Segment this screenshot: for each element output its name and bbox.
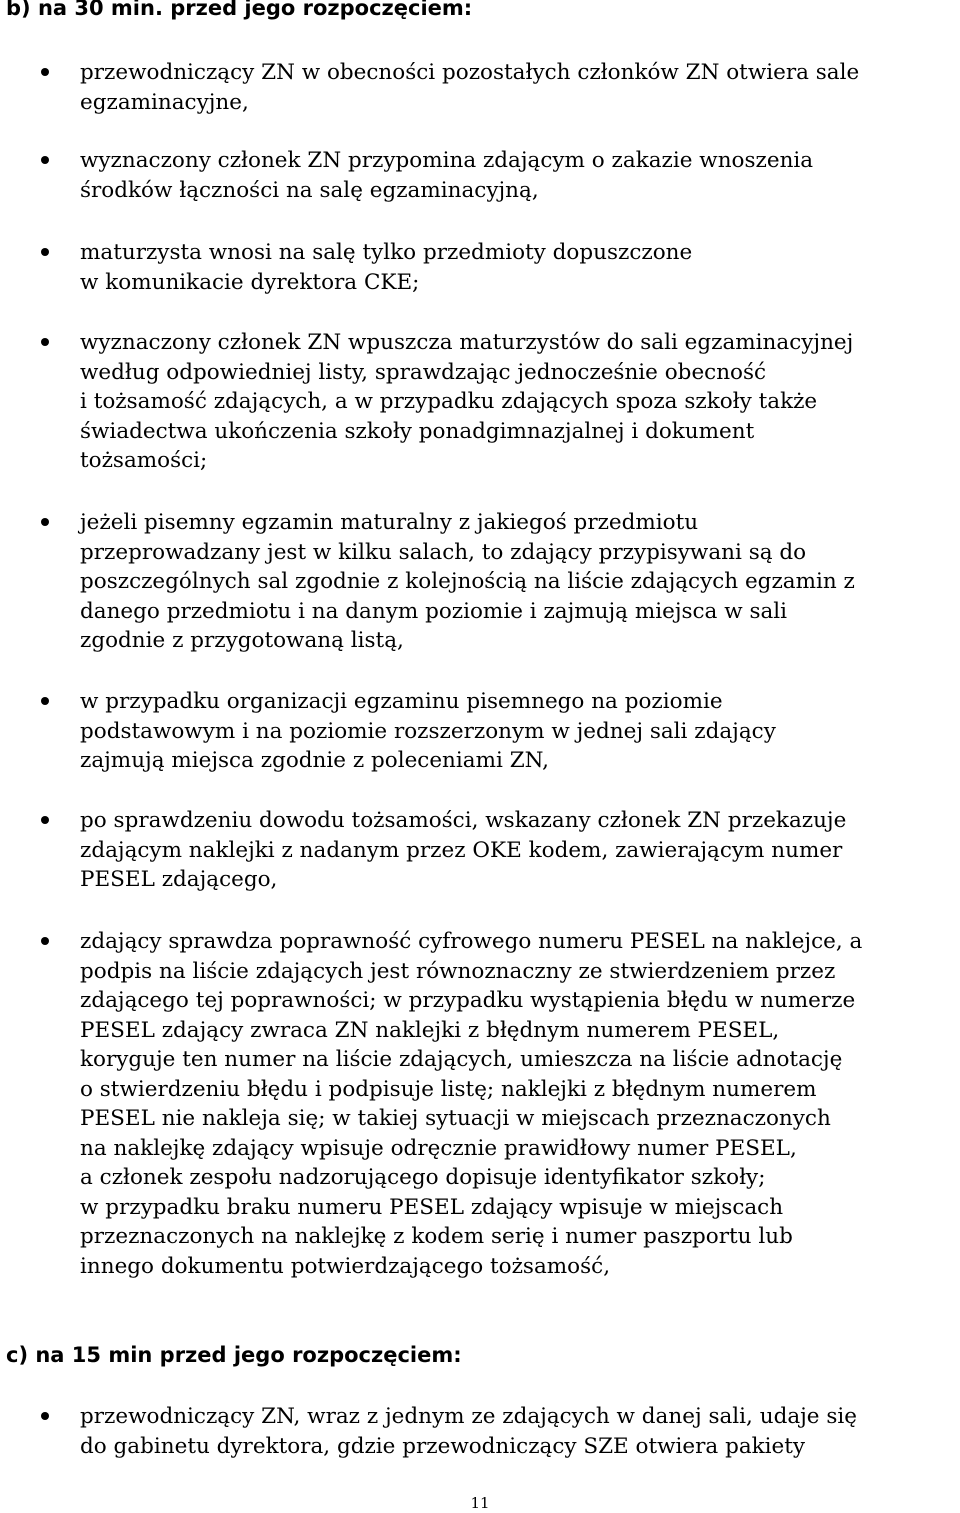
bullet-icon [41,1412,49,1420]
bullet-icon [41,68,49,76]
list-item-text: wyznaczony członek ZN wpuszcza maturzystów do sali egzaminacyjnej według odpowiedniej listy, sprawdzając jednocześnie obecność i tożsamość zdających, a w przypadku zdających spoza szkoły także świadectwa ukończenia szkoły ponadgimnazjalnej i dokument tożsamości; [80,330,854,473]
list-item-text: jeżeli pisemny egzamin maturalny z jakiegoś przedmiotu przeprowadzany jest w kilku salach, to zdający przypisywani są do poszczególnych sal zgodnie z kolejnością na liście zdających egzamin z danego przedmiotu i na danym poziomie i zajmują miejsca w sali zgodnie z przygotowaną listą, [80,510,855,653]
bullet-icon [41,518,49,526]
bullet-icon [41,248,49,256]
list-item-text: maturzysta wnosi na salę tylko przedmioty dopuszczone w komunikacie dyrektora CKE; [80,240,693,295]
list-item-text: wyznaczony członek ZN przypomina zdającym o zakazie wnoszenia środków łączności na salę egzaminacyjną, [80,148,814,203]
list-item-text: w przypadku organizacji egzaminu pisemnego na poziomie podstawowym i na poziomie rozszerzonym w jednej sali zdający zajmują miejsca zgodnie z poleceniami ZN, [80,689,776,773]
bullet-icon [41,816,49,824]
list-item-text: zdający sprawdza poprawność cyfrowego numeru PESEL na naklejce, a podpis na liście zdających jest równoznaczny ze stwierdzeniem przez zdającego tej poprawności; w przypadku wystąpienia błędu w numerze PESEL zdający zwraca ZN naklejki z błędnym numerem PESEL, koryguje ten numer na liście zdających, umieszcza na liście adnotację o stwierdzeniu błędu i podpisuje listę; naklejki z błędnym numerem PESEL nie nakleja się; w takiej sytuacji w miejscach przeznaczonych na naklejkę zdający wpisuje odręcznie prawidłowy numer PESEL, a członek zespołu nadzorującego dopisuje identyfikator szkoły; w przypadku braku numeru PESEL zdający wpisuje w miejscach przeznaczonych na naklejkę z kodem serię i numer paszportu lub innego dokumentu potwierdzającego tożsamość, [80,929,863,1279]
list-item-text: przewodniczący ZN, wraz z jednym ze zdających w danej sali, udaje się do gabinetu dyrektora, gdzie przewodniczący SZE otwiera pakiety [80,1404,858,1459]
bullet-icon [41,338,49,346]
page-number: 11 [470,1494,490,1512]
section-b-heading: b) na 30 min. przed jego rozpoczęciem: [6,0,473,20]
bullet-icon [41,937,49,945]
bullet-icon [41,156,49,164]
list-item-text: przewodniczący ZN w obecności pozostałych członków ZN otwiera sale egzaminacyjne, [80,60,860,115]
section-c-heading: c) na 15 min przed jego rozpoczęciem: [6,1343,462,1367]
list-item-text: po sprawdzeniu dowodu tożsamości, wskazany członek ZN przekazuje zdającym naklejki z nadanym przez OKE kodem, zawierającym numer PESEL zdającego, [80,808,847,892]
bullet-icon [41,697,49,705]
